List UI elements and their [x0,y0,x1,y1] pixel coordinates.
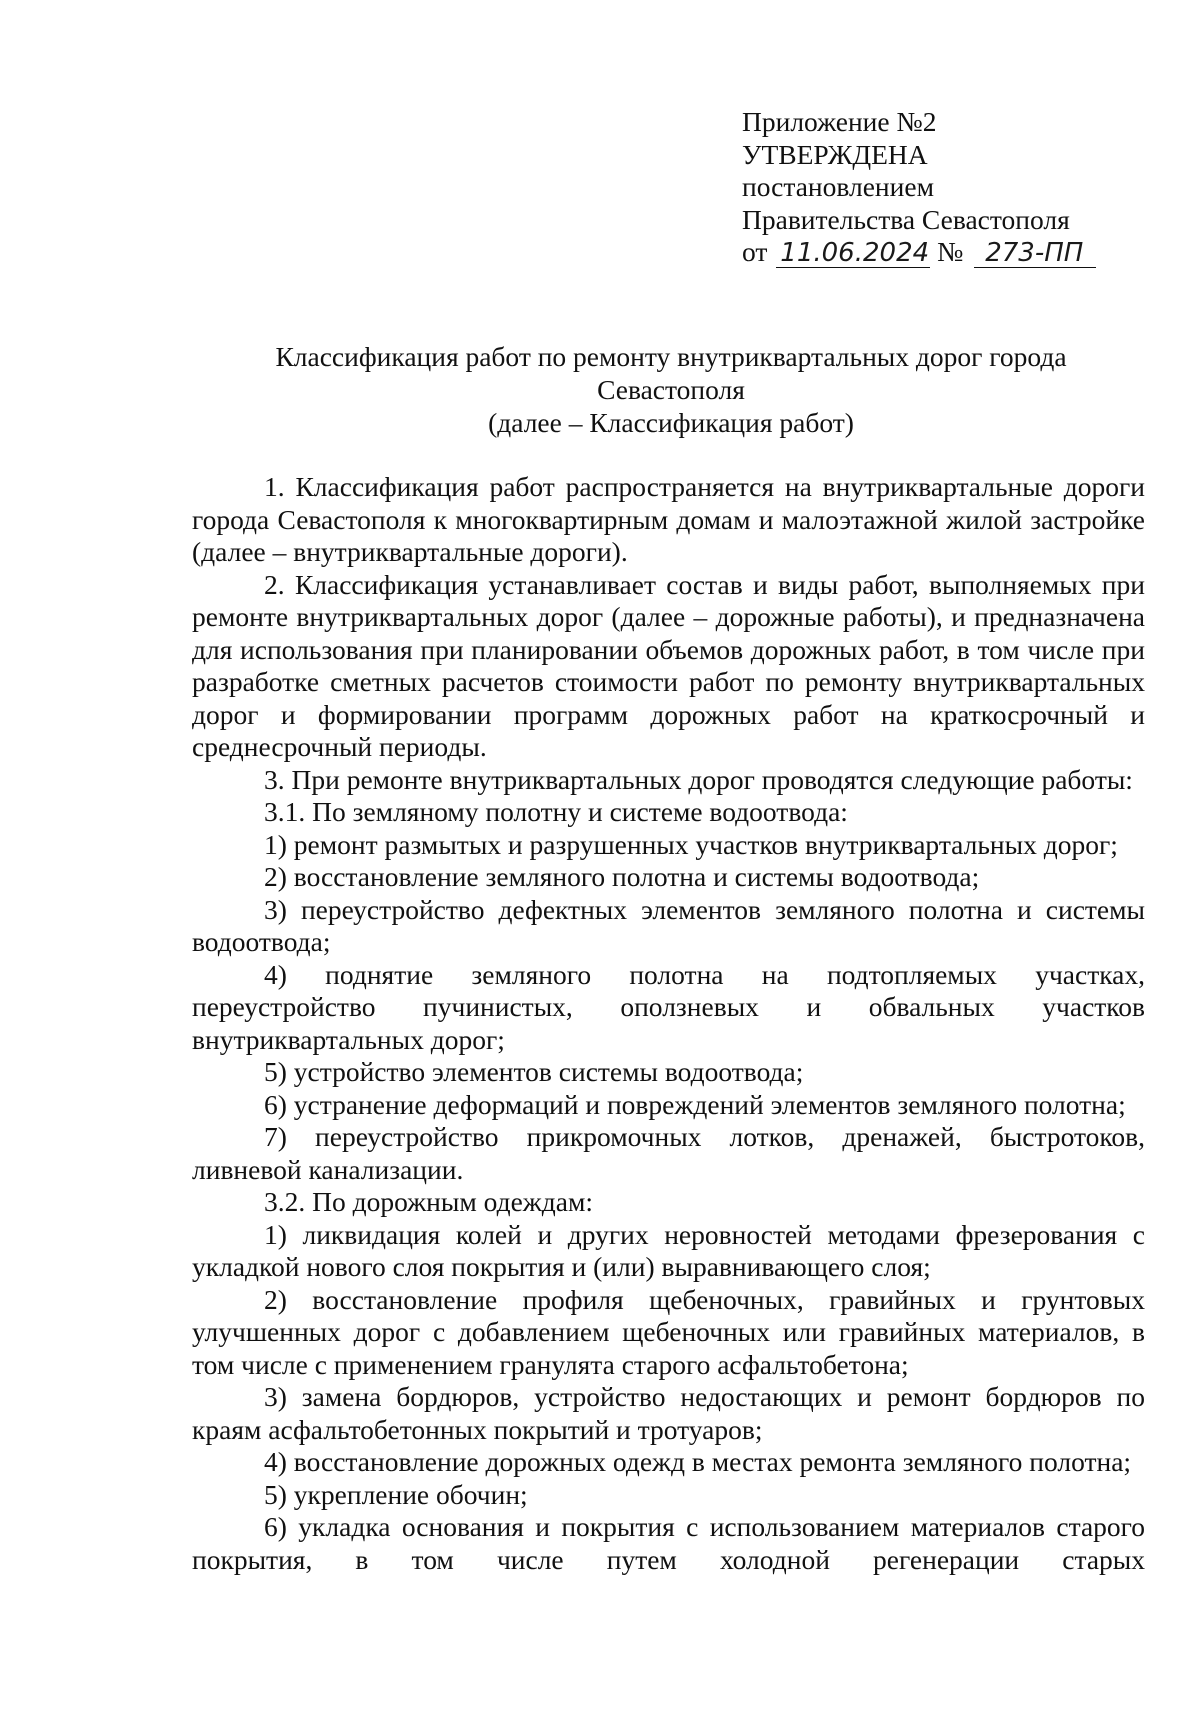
document-title [192,340,1150,439]
section-3-2-heading: 3.2. По дорожным одеждам: [264,1186,594,1217]
section-3-1-heading: 3.1. По земляному полотну и системе водоотвода: [264,796,848,827]
paragraph-2: 2. Классификация устанавливает состав и виды работ, выполняемых при ремонте внутриквартальных дорог (далее – дорожные работы), и предназначена для использования при планировании объемов дорожных работ, в том числе при разработке сметных расчетов стоимости работ по ремонту внутриквартальных дорог и формировании программ дорожных работ на краткосрочный и среднесрочный периоды. [192,568,1145,762]
resolution-label: постановлением [742,171,934,202]
section-3-1-item-4: 4) поднятие земляного полотна на подтопляемых участках, переустройство пучинистых, оползневых и обвальных участков внутриквартальных дорог; [192,958,1145,1055]
paragraph-1: 1. Классификация работ распространяется на внутриквартальные дороги города Севастополя к многоквартирным домам и малоэтажной жилой застройке (далее – внутриквартальные дороги). [192,471,1145,567]
section-3-2-item-2: 2) восстановление профиля щебеночных, гравийных и грунтовых улучшенных дорог с добавлением щебеночных или гравийных материалов, в том числе с применением гранулята старого асфальтобетона; [192,1283,1145,1380]
section-3-1-item-7: 7) переустройство прикромочных лотков, дренажей, быстротоков, ливневой канализации. [192,1121,1145,1185]
handwritten-number: 273-ПП [974,239,1096,268]
section-3-1-item-3: 3) переустройство дефектных элементов земляного полотна и системы водоотвода; [192,893,1145,957]
title-line-1: Классификация работ по ремонту внутриквартальных дорог города [275,341,1067,372]
section-3-2-item-5: 5) укрепление обочин; [264,1478,528,1510]
section-3-2-item-6: 6) укладка основания и покрытия с использованием материалов старого покрытия, в том числе путем холодной регенерации старых [192,1511,1145,1575]
paragraph-3: 3. При ремонте внутриквартальных дорог проводятся следующие работы: [264,763,1133,795]
title-line-2: Севастополя [597,374,745,405]
section-3-2-item-3: 3) замена бордюров, устройство недостающих и ремонт бордюров по краям асфальтобетонных покрытий и тротуаров; [192,1381,1145,1445]
handwritten-date: 11.06.2024 [776,239,930,268]
approval-block [742,106,1096,269]
government-label: Правительства Севастополя [742,203,1070,235]
approved-label: УТВЕРЖДЕНА [742,138,928,170]
date-number-line [742,236,1096,269]
section-3-1-item-1: 1) ремонт размытых и разрушенных участков внутриквартальных дорог; [264,828,1118,860]
section-3-1-item-5: 5) устройство элементов системы водоотвода; [264,1056,804,1087]
section-3-2-item-4: 4) восстановление дорожных одежд в местах ремонта земляного полотна; [264,1446,1132,1477]
title-line-3: (далее – Классификация работ) [488,407,854,438]
number-label: № [937,236,964,267]
section-3-1-item-2: 2) восстановление земляного полотна и системы водоотвода; [264,861,980,892]
section-3-1-item-6: 6) устранение деформаций и повреждений элементов земляного полотна; [264,1088,1126,1120]
section-3-2-item-1: 1) ликвидация колей и других неровностей методами фрезерования с укладкой нового слоя покрытия и (или) выравнивающего слоя; [192,1218,1145,1282]
document-body [192,471,1145,1576]
appendix-label: Приложение №2 [742,106,937,137]
from-label: от [742,236,768,267]
